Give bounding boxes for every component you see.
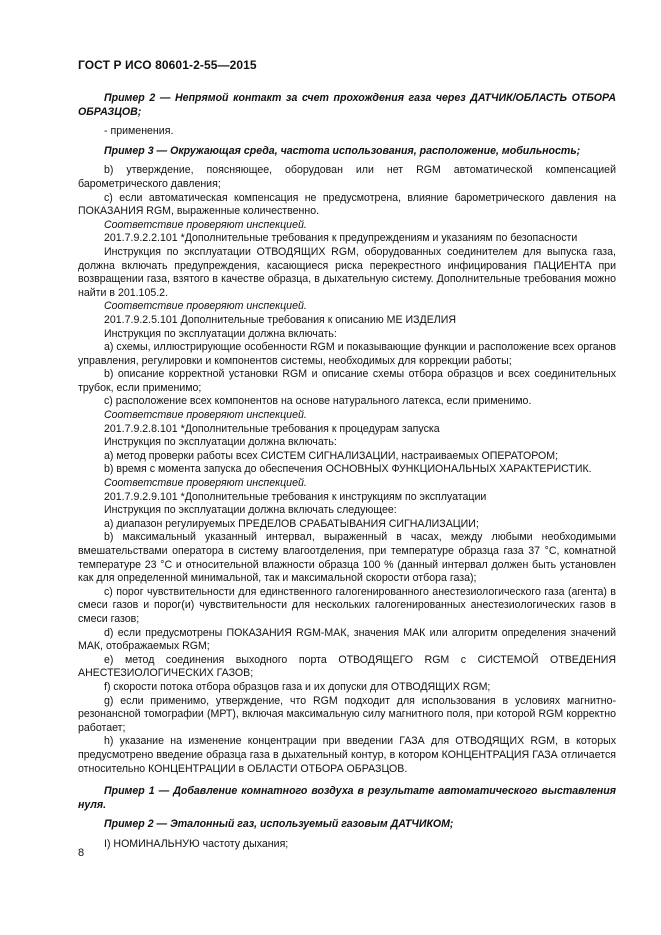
list-item: c) порог чувствительности для единственного галогенированного анестезиологического газа (агента) в смеси газов и порог(и) чувствительности для нескольких галогенированных анестезиологических газов в смеси газов; (78, 585, 616, 625)
list-item: e) метод соединения выходного порта ОТВОДЯЩЕГО RGM с СИСТЕМОЙ ОТВЕДЕНИЯ АНЕСТЕЗИОЛОГИЧЕСКИХ ГАЗОВ; (78, 653, 616, 680)
body-paragraph: Инструкция по эксплуатации должна включать: (104, 327, 337, 340)
list-item: a) диапазон регулируемых ПРЕДЕЛОВ СРАБАТЫВАНИЯ СИГНАЛИЗАЦИИ; (104, 517, 479, 530)
body-paragraph: Инструкция по эксплуатации ОТВОДЯЩИХ RGM, оборудованных соединителем для выпуска газа, должна включать предупреждения, касающиеся риска перекрестного инфицирования ПАЦИЕНТА при возвращении газа, взятого в качестве образца, в дыхательную систему. Дополнительные требования можно найти в 201.105.2. (78, 245, 616, 299)
list-item: a) схемы, иллюстрирующие особенности RGM и показывающие функции и расположение всех органов управления, регулировки и компонентов системы, необходимых для коррекции работы; (78, 341, 616, 367)
page-number: 8 (78, 847, 85, 859)
compliance-note: Соответствие проверяют инспекцией. (104, 218, 307, 231)
section-heading: 201.7.9.2.8.101 *Дополнительные требования к процедурам запуска (104, 422, 440, 435)
list-item: c) расположение всех компонентов на основе натурального латекса, если применимо. (104, 395, 532, 408)
list-item: d) если предусмотрены ПОКАЗАНИЯ RGM-МАК, значения МАК или алгоритм определения значений МАК, отображаемых RGM; (78, 626, 616, 653)
example-paragraph: Пример 2 — Эталонный газ, используемый газовым ДАТЧИКОМ; (104, 818, 454, 831)
document-header: ГОСТ Р ИСО 80601-2-55—2015 (78, 58, 257, 72)
body-paragraph: Инструкция по эксплуатации должна включать: (104, 436, 337, 449)
compliance-note: Соответствие проверяют инспекцией. (104, 409, 307, 422)
list-item: b) утверждение, поясняющее, оборудован или нет RGM автоматической компенсацией барометрического давления; (78, 164, 616, 190)
compliance-note: Соответствие проверяют инспекцией. (104, 300, 307, 313)
example-paragraph: Пример 1 — Добавление комнатного воздуха в результате автоматического выставления нуля. (78, 785, 616, 811)
example-paragraph: Пример 2 — Непрямой контакт за счет прохождения газа через ДАТЧИК/ОБЛАСТЬ ОТБОРА ОБРАЗЦОВ; (78, 92, 616, 118)
document-body (78, 92, 616, 851)
list-item: b) описание корректной установки RGM и описание схемы отбора образцов и всех соединительных трубок, если применимо; (78, 368, 616, 394)
list-item: b) время с момента запуска до обеспечения ОСНОВНЫХ ФУНКЦИОНАЛЬНЫХ ХАРАКТЕРИСТИК. (104, 463, 592, 476)
list-item: h) указание на изменение концентрации при введении ГАЗА для ОТВОДЯЩИХ RGM, в которых предусмотрено введение образца газа в дыхательный контур, в котором КОНЦЕНТРАЦИЯ ГАЗА отличается относительно КОНЦЕНТРАЦИИ в ОБЛАСТИ ОТБОРА ОБРАЗЦОВ. (78, 735, 616, 775)
example-paragraph: Пример 3 — Окружающая среда, частота использования, расположение, мобильность; (104, 144, 581, 157)
body-paragraph: Инструкция по эксплуатации должна включать следующее: (104, 504, 397, 517)
compliance-note: Соответствие проверяют инспекцией. (104, 477, 307, 490)
list-item: g) если применимо, утверждение, что RGM подходит для использования в условиях магнитно-резонансной томографии (МРТ), включая максимальную силу магнитного поля, при которой RGM корректно работает; (78, 694, 616, 734)
body-paragraph: - применения. (104, 125, 174, 138)
section-heading: 201.7.9.2.2.101 *Дополнительные требования к предупреждениям и указаниям по безопасности (104, 232, 578, 245)
list-item: f) скорости потока отбора образцов газа и их допуски для ОТВОДЯЩИХ RGM; (104, 680, 491, 693)
list-item: b) максимальный указанный интервал, выраженный в часах, между любыми необходимыми вмешательствами оператора в систему влагоотделения, при температуре образца газа 37 °С, комнатной температуре 23 °С и относительной влажности образца 100 % (данный интервал должен быть установлен как для определенной минимальной, так и максимальной скорости отбора газа); (78, 531, 616, 585)
list-item: I) НОМИНАЛЬНУЮ частоту дыхания; (104, 837, 289, 850)
section-heading: 201.7.9.2.9.101 *Дополнительные требования к инструкциям по эксплуатации (104, 490, 487, 503)
list-item: a) метод проверки работы всех СИСТЕМ СИГНАЛИЗАЦИИ, настраиваемых ОПЕРАТОРОМ; (104, 449, 559, 462)
list-item: c) если автоматическая компенсация не предусмотрена, влияние барометрического давления на ПОКАЗАНИЯ RGM, выраженные количественно. (78, 191, 616, 218)
section-heading: 201.7.9.2.5.101 Дополнительные требования к описанию МЕ ИЗДЕЛИЯ (104, 313, 456, 326)
